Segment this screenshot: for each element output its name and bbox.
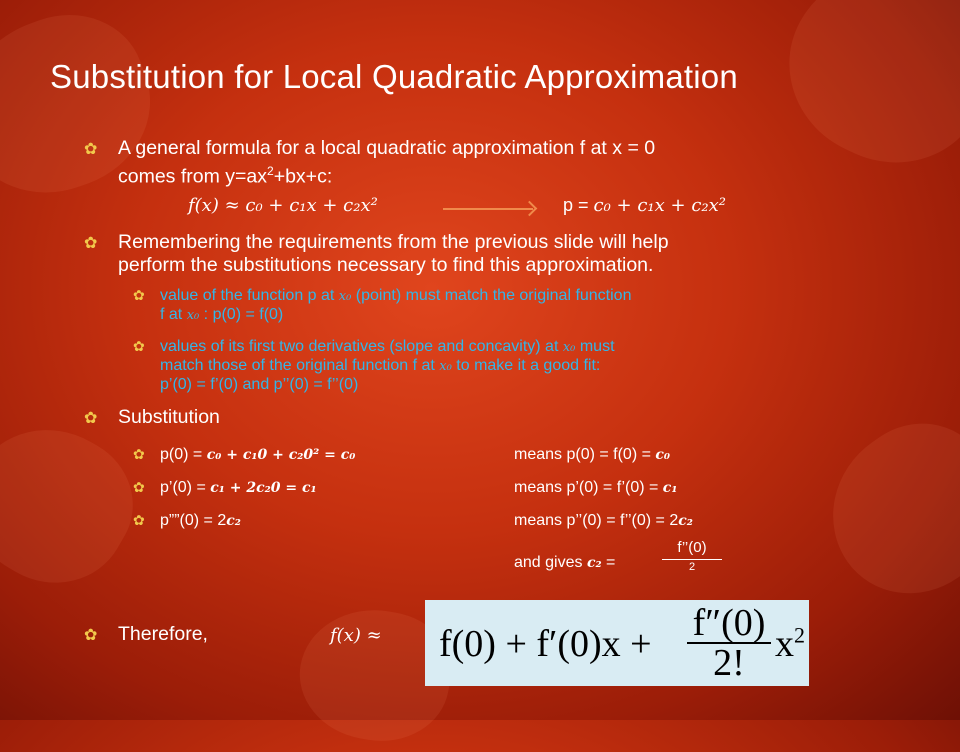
bullet-text-line: Remembering the requirements from the previous slide will help bbox=[118, 231, 669, 253]
text: means p’’(0) = f’’(0) = 2 bbox=[514, 512, 679, 529]
substitution-row-2 bbox=[160, 479, 317, 497]
background-leaf bbox=[759, 0, 960, 193]
math: x₀ bbox=[186, 308, 200, 323]
arrow-icon bbox=[443, 208, 533, 210]
text: match those of the original function f at bbox=[160, 357, 440, 374]
bullet-icon: ✿ bbox=[84, 235, 98, 252]
background-leaf bbox=[0, 400, 157, 610]
bullet-icon: ✿ bbox=[84, 410, 98, 427]
sub-bullet-value-match bbox=[160, 287, 631, 325]
text: : p(0) = f(0) bbox=[199, 306, 284, 323]
fraction-numerator: f″(0) bbox=[687, 604, 771, 644]
text: p(0) = bbox=[160, 446, 207, 463]
text: p””(0) = 2 bbox=[160, 512, 227, 529]
bullet-requirements bbox=[118, 231, 669, 277]
text: must bbox=[575, 338, 615, 355]
text: means p’(0) = f’(0) = bbox=[514, 479, 663, 496]
formula-part bbox=[775, 622, 805, 666]
bullet-substitution: Substitution bbox=[118, 406, 220, 428]
text: +bx+c: bbox=[273, 165, 333, 188]
bullet-text-line: perform the substitutions necessary to find this approximation. bbox=[118, 254, 654, 276]
bullet-icon: ✿ bbox=[84, 141, 98, 158]
math: x₀ bbox=[338, 289, 352, 304]
fraction-numerator: f’’(0) bbox=[662, 539, 722, 560]
formula-polynomial bbox=[563, 195, 726, 216]
substitution-row-1 bbox=[160, 446, 355, 464]
bullet-icon: ✿ bbox=[133, 512, 145, 528]
math: c₂ bbox=[678, 513, 693, 529]
substitution-row-2-meaning bbox=[514, 479, 677, 497]
math: c₂ bbox=[226, 513, 241, 529]
therefore-math: f(x) ≈ bbox=[330, 625, 382, 646]
text: f at bbox=[160, 306, 187, 323]
bullet-text-line bbox=[118, 160, 655, 189]
text-line bbox=[160, 338, 615, 357]
text: values of its first two derivatives (slope and concavity) at bbox=[160, 338, 563, 355]
text: p = bbox=[563, 195, 594, 215]
text: comes from y=ax bbox=[118, 165, 268, 188]
bullet-icon: ✿ bbox=[84, 627, 98, 644]
final-formula-box bbox=[425, 600, 809, 686]
formula-approximation: f(x) ≈ c₀ + c₁x + c₂x² bbox=[188, 195, 378, 216]
c2-fraction bbox=[662, 539, 722, 574]
math: c₀ + c₁0 + c₂0² = c₀ bbox=[206, 447, 356, 463]
math: c₂ bbox=[586, 555, 602, 571]
substitution-row-3 bbox=[160, 512, 241, 530]
text: to make it a good fit: bbox=[451, 357, 601, 374]
superscript: 2 bbox=[794, 622, 805, 648]
superscript: 2 bbox=[267, 164, 274, 178]
text: x bbox=[775, 623, 794, 665]
text: p’(0) = bbox=[160, 479, 211, 496]
bullet-icon: ✿ bbox=[133, 446, 145, 462]
slide-title: Substitution for Local Quadratic Approximation bbox=[50, 58, 738, 95]
text: (point) must match the original function bbox=[351, 287, 632, 304]
text: value of the function p at bbox=[160, 287, 339, 304]
bullet-icon: ✿ bbox=[133, 287, 145, 303]
math: x₀ bbox=[562, 340, 576, 355]
background-leaf bbox=[799, 396, 960, 625]
math: c₁ bbox=[662, 480, 678, 496]
bullet-text-line: A general formula for a local quadratic approximation f at x = 0 bbox=[118, 137, 656, 159]
text-line: p’(0) = f’(0) and p’’(0) = f’’(0) bbox=[160, 376, 359, 393]
substitution-row-3-meaning bbox=[514, 512, 693, 530]
math: c₀ bbox=[655, 447, 671, 463]
text: and gives bbox=[514, 554, 587, 571]
formula-part: f(0) + f′(0)x + bbox=[439, 623, 652, 665]
math: x₀ bbox=[439, 359, 452, 374]
math: c₀ + c₁x + c₂x² bbox=[593, 195, 726, 216]
fraction-denominator: 2 bbox=[688, 561, 696, 573]
text: means p(0) = f(0) = bbox=[514, 446, 656, 463]
bullet-therefore: Therefore, bbox=[118, 623, 208, 645]
formula-fraction bbox=[687, 604, 771, 682]
fraction-denominator: 2! bbox=[713, 642, 745, 684]
bullet-general-formula bbox=[118, 137, 655, 189]
text-line bbox=[160, 287, 631, 306]
text: = bbox=[601, 554, 616, 571]
bullet-icon: ✿ bbox=[133, 479, 145, 495]
text-line bbox=[160, 306, 631, 325]
text-line bbox=[160, 357, 615, 376]
substitution-row-1-meaning bbox=[514, 446, 670, 464]
math: c₁ + 2c₂0 = c₁ bbox=[210, 480, 317, 496]
sub-bullet-derivatives-match bbox=[160, 338, 615, 394]
bullet-icon: ✿ bbox=[133, 338, 145, 354]
c2-result bbox=[514, 554, 615, 572]
